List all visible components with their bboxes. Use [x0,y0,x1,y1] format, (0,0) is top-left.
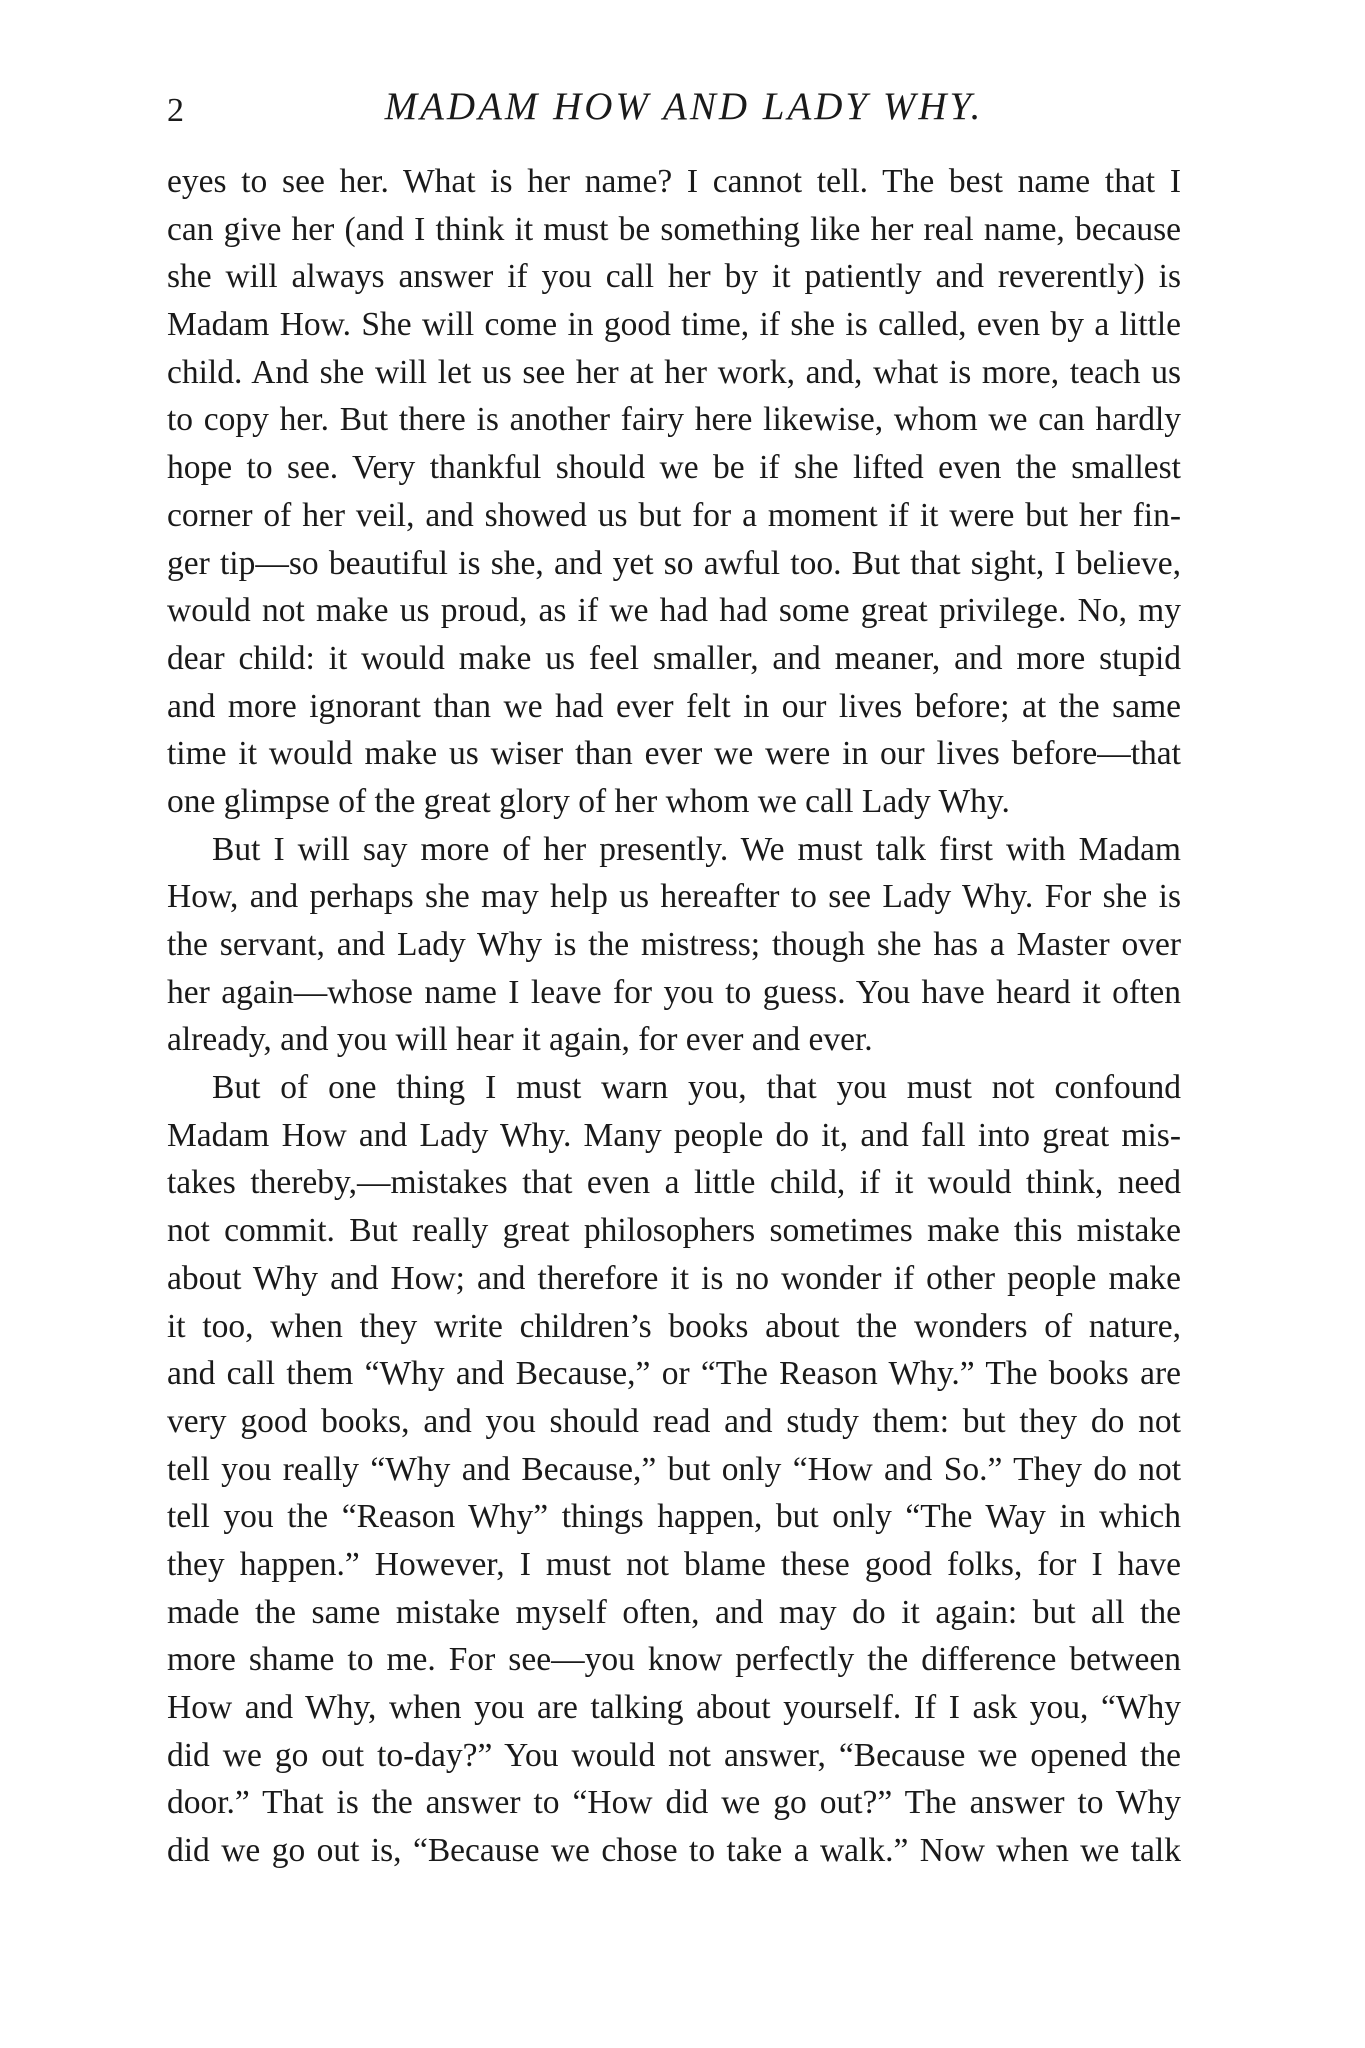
text-line: not commit. But really great philosophers sometimes make this mistake [167,1212,1181,1250]
text-line: very good books, and you should read and study them: but they do not [167,1402,1181,1440]
text-line: But of one thing I must warn you, that you must not confound [212,1069,1181,1107]
text-line: one glimpse of the great glory of her whom we call Lady Why. [167,782,1010,820]
text-line: tell you really “Why and Because,” but only “How and So.” They do not [167,1450,1181,1488]
text-line: How, and perhaps she may help us hereafter to see Lady Why. For she is [167,878,1181,916]
body-text [167,158,1181,1875]
text-line: hope to see. Very thankful should we be if she lifted even the smallest [167,449,1181,487]
text-line: tell you the “Reason Why” things happen, but only “The Way in which [167,1498,1181,1536]
text-line: eyes to see her. What is her name? I cannot tell. The best name that I [167,163,1181,200]
running-header [167,84,1181,144]
text-line: and more ignorant than we had ever felt in our lives before; at the same [167,687,1181,725]
text-line: time it would make us wiser than ever we were in our lives before—that [167,735,1181,773]
text-line: she will always answer if you call her by it patiently and reverently) is [167,258,1181,296]
text-line: about Why and How; and therefore it is no wonder if other people make [167,1259,1181,1297]
text-line: Madam How. She will come in good time, if she is called, even by a little [167,306,1181,344]
text-line: can give her (and I think it must be something like her real name, because [167,210,1181,248]
text-line: already, and you will hear it again, for ever and ever. [167,1021,873,1059]
running-title: MADAM HOW AND LADY WHY. [384,85,984,128]
text-line: made the same mistake myself often, and may do it again: but all the [167,1593,1181,1631]
text-line: did we go out is, “Because we chose to take a walk.” Now when we talk [167,1832,1181,1870]
text-line: to copy her. But there is another fairy here likewise, whom we can hardly [167,401,1181,439]
text-line: dear child: it would make us feel smaller, and meaner, and more stupid [167,639,1181,677]
text-line: How and Why, when you are talking about yourself. If I ask you, “Why [167,1689,1181,1726]
text-line: would not make us proud, as if we had had some great privilege. No, my [167,592,1181,630]
text-line: it too, when they write children’s books about the wonders of nature, [167,1307,1181,1345]
text-line: corner of her veil, and showed us but for a moment if it were but her fin- [167,496,1181,534]
text-line: But I will say more of her presently. We must talk first with Madam [212,830,1181,868]
page-number: 2 [167,92,184,129]
text-line: they happen.” However, I must not blame these good folks, for I have [167,1545,1181,1583]
text-line: did we go out to-day?” You would not answer, “Because we opened the [167,1736,1181,1774]
text-line: takes thereby,—mistakes that even a little child, if it would think, need [167,1164,1181,1202]
text-line: child. And she will let us see her at her work, and, what is more, teach us [167,353,1181,391]
text-line: and call them “Why and Because,” or “The Reason Why.” The books are [167,1355,1181,1393]
text-line: her again—whose name I leave for you to guess. You have heard it often [167,973,1181,1011]
text-line: the servant, and Lady Why is the mistress; though she has a Master over [167,926,1181,963]
text-line: door.” That is the answer to “How did we go out?” The answer to Why [167,1784,1181,1822]
text-line: Madam How and Lady Why. Many people do it, and fall into great mis- [167,1116,1181,1154]
text-line: ger tip—so beautiful is she, and yet so awful too. But that sight, I believe, [167,544,1181,582]
text-line: more shame to me. For see—you know perfectly the difference between [167,1641,1181,1679]
